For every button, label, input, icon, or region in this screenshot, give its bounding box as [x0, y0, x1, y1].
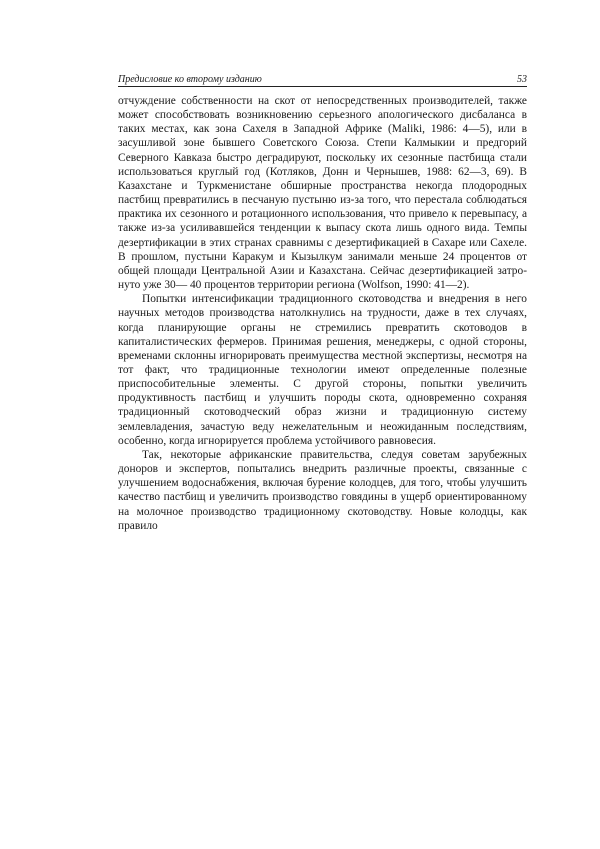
page-number: 53: [517, 74, 527, 85]
paragraph-2: Попытки интенсификации традиционного скотоводства и внедрения в него научных методов производства натолкнулись на трудности, даже в тех случаях, когда планирующие органы не стремились превратить скотоводов в капиталистических фермеров. Принимая решения, менеджеры, с одной стороны, временами склонны игнорировать преимущества местной экспертизы, несмотря на тот факт, что традиционные технологии имеют определенные полезные приспособительные элементы. С другой стороны, попытки увеличить продуктивность пастбищ и улучшить породы скота, одновременно сохраняя традиционный скотоводческий образ жизни и традиционную систему землевладения, зачастую веду нежелательным и неожиданным последствиям, особенно, когда игнорируется проблема устойчивого равновесия.: [118, 293, 527, 447]
body-text: [118, 94, 527, 533]
paragraph-3: Так, некоторые африканские правительства, следуя советам зарубежных доноров и экспертов, попытались внедрить различные проекты, связанные с улучшением водоснабжения, включая бурение колодцев, для того, чтобы улучшить качество пастбищ и увеличить производство говядины в ущерб ориентированному на молочное производство традиционному скотоводству. Новые колодцы, как правило: [118, 448, 527, 532]
running-header: [118, 73, 527, 87]
header-title: Предисловие ко второму изданию: [118, 74, 262, 85]
paragraph-1: отчуждение собственности на скот от непосредственных производителей, также может способствовать возникновению серьезного апологического дисбаланса в таких местах, как зона Сахеля в Западной Африке (Maliki, 1986: 4—5), или в засушливой зоне бывшего Советского Союза. Степи Калмыкии и предгорий Северного Кавказа быстро деградируют, поскольку их сезонные пастбища стали использоваться круглый год (Котляков, Донн и Чернышев, 1988: 62—3, 69). В Казахстане и Туркменистане обширные пространства некогда плодородных пастбищ превратились в песчаную пустыню из-за того, что перестала соблюдаться практика их сезонного и ротационного использования, что привело к перевыпасу, а также из-за усиливавшейся тенденции к выпасу скота лишь одного вида. Темпы дезертификации в этих странах сравнимы с дезертификацией в Сахаре или Сахеле. В прошлом, пустыни Каракум и Кызылкум занимали меньше 24 процентов от общей площади Центральной Азии и Казахстана. Сейчас дезертификацией затронуто уже 30— 40 процентов территории региона (Wolfson, 1990: 41—2).: [118, 95, 527, 292]
